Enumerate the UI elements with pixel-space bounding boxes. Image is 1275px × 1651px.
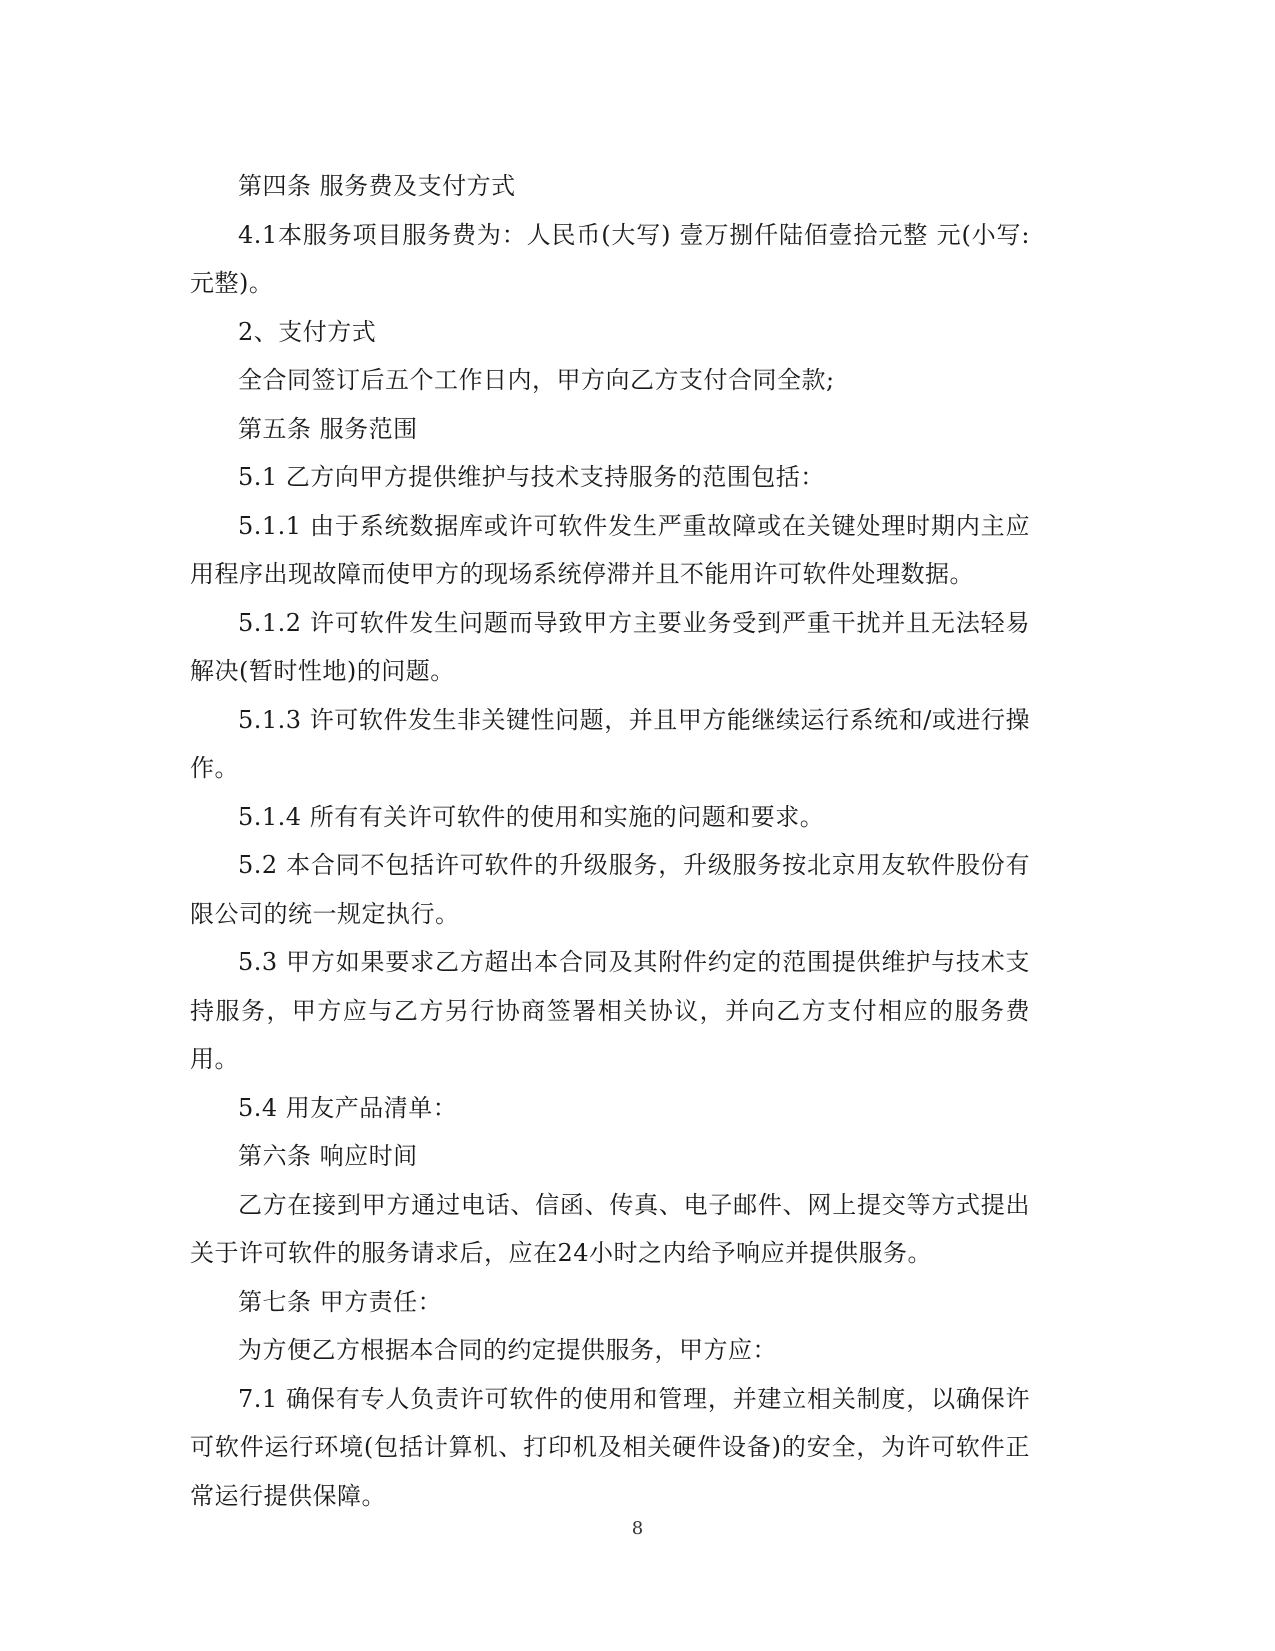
clause-5-4: 5.4 用友产品清单：	[238, 1093, 458, 1122]
clause-5-1-4: 5.1.4 所有有关许可软件的使用和实施的问题和要求。	[238, 802, 825, 831]
article-7-intro: 为方便乙方根据本合同的约定提供服务，甲方应：	[238, 1336, 777, 1364]
page-number: 8	[631, 1518, 644, 1539]
clause-5-1: 5.1 乙方向甲方提供维护与技术支持服务的范围包括：	[238, 463, 825, 491]
clause-5-1-1: 5.1.1 由于系统数据库或许可软件发生严重故障或在关键处理时期内主应用程序出现故障而使甲方的现场系统停滞并且不能用许可软件处理数据。	[190, 511, 1030, 588]
article-7-heading: 第七条 甲方责任：	[238, 1287, 443, 1316]
response-time-text: 乙方在接到甲方通过电话、信函、传真、电子邮件、网上提交等方式提出关于许可软件的服务请求后，应在24小时之内给予响应并提供服务。	[190, 1190, 1030, 1267]
article-4-heading: 第四条 服务费及支付方式	[238, 172, 516, 200]
clause-4-1: 4.1本服务项目服务费为：人民币(大写) 壹万捌仟陆佰壹拾元整 元(小写: 元整)。	[190, 220, 1030, 297]
payment-method-text: 全合同签订后五个工作日内，甲方向乙方支付合同全款;	[238, 366, 835, 394]
clause-5-3: 5.3 甲方如果要求乙方超出本合同及其附件约定的范围提供维护与技术支持服务，甲方应与乙方另行协商签署相关协议，并向乙方支付相应的服务费用。	[190, 948, 1030, 1073]
document-body	[190, 162, 1030, 1520]
clause-5-2: 5.2 本合同不包括许可软件的升级服务，升级服务按北京用友软件股份有限公司的统一规定执行。	[190, 851, 1030, 928]
clause-5-1-2: 5.1.2 许可软件发生问题而导致甲方主要业务受到严重干扰并且无法轻易解决(暂时性地)的问题。	[190, 608, 1030, 685]
article-5-heading: 第五条 服务范围	[238, 414, 418, 443]
article-6-heading: 第六条 响应时间	[238, 1142, 418, 1170]
clause-5-1-3: 5.1.3 许可软件发生非关键性问题，并且甲方能继续运行系统和/或进行操作。	[190, 705, 1030, 782]
payment-method-heading: 2、支付方式	[238, 317, 377, 346]
clause-7-1: 7.1 确保有专人负责许可软件的使用和管理，并建立相关制度，以确保许可软件运行环境(包括计算机、打印机及相关硬件设备)的安全，为许可软件正常运行提供保障。	[190, 1384, 1030, 1510]
